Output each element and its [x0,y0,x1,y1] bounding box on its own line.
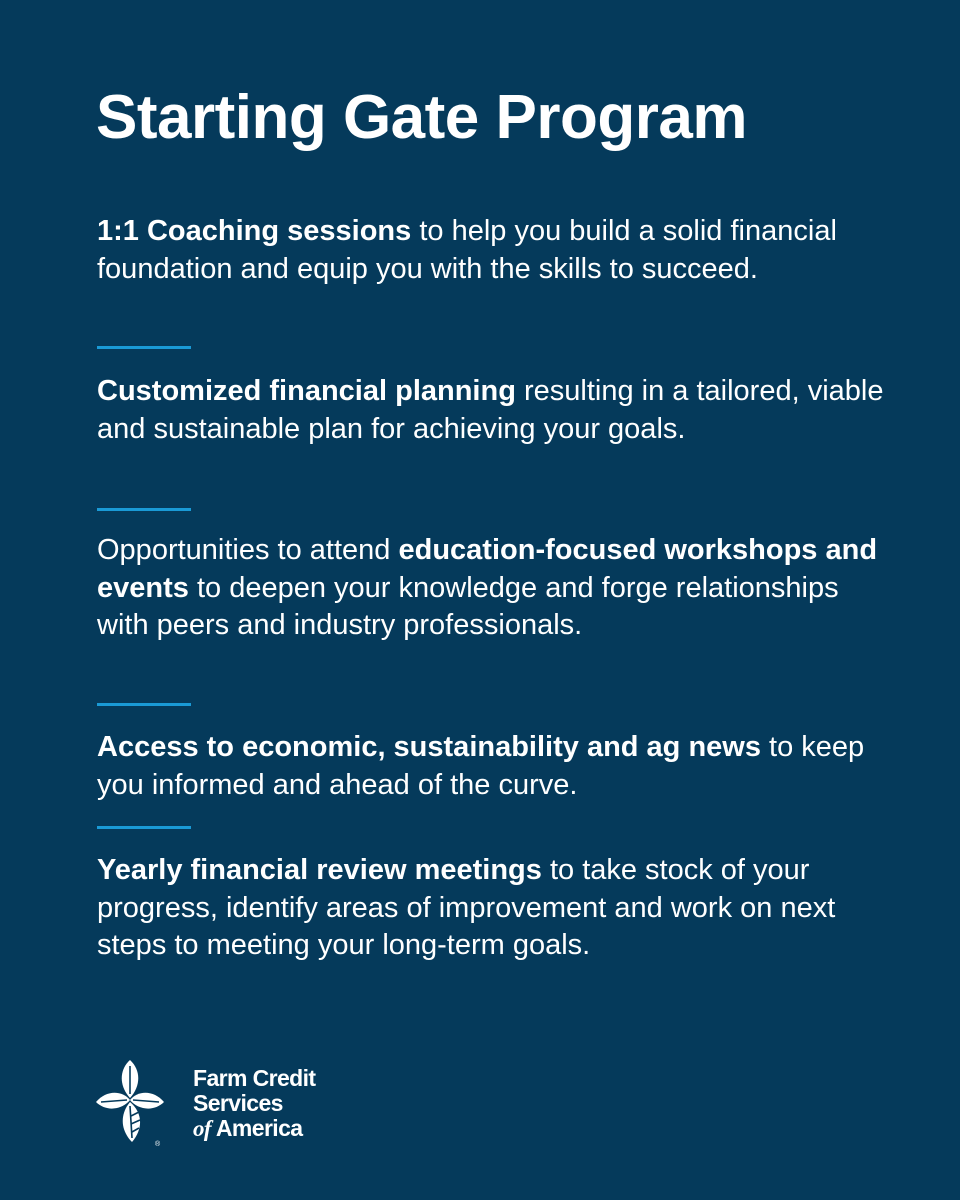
benefit-item-text: to deepen your knowledge and forge relationships with peers and industry professionals. [97,571,839,641]
benefit-item-news [97,729,887,804]
benefit-item-review [97,852,887,965]
divider [97,826,191,829]
benefit-item-bold: Access to economic, sustainability and ag news [97,731,761,763]
leaf-cross-icon [95,1058,165,1148]
divider [97,703,191,706]
logo-of: of [193,1116,211,1141]
company-name [193,1066,315,1141]
benefit-item-coaching [97,213,887,288]
registered-mark: ® [155,1141,161,1148]
divider [97,508,191,511]
benefit-item-bold: education-focused workshops and events [97,534,878,604]
page-title: Starting Gate Program [96,83,747,152]
benefit-item-bold: Customized financial planning [97,375,516,407]
benefit-item-bold: 1:1 Coaching sessions [97,215,412,247]
benefit-item-bold: Yearly financial review meetings [97,854,542,886]
benefit-item-text: to take stock of your progress, identify areas of improvement and work on next steps to meeting your long-term goals. [97,854,836,961]
logo-line-2: Services [193,1090,283,1116]
benefit-item-workshops [97,532,887,645]
logo-america: America [210,1115,303,1141]
logo-line-1: Farm Credit [193,1065,316,1091]
benefit-item-lead: Opportunities to attend [97,534,399,566]
logo-line-3 [193,1116,315,1141]
benefit-item-text: to help you build a solid financial foundation and equip you with the skills to succeed. [97,215,837,285]
benefit-item-text: to keep you informed and ahead of the curve. [97,731,865,801]
company-logo [95,1058,315,1148]
benefit-item-planning [97,373,887,448]
divider [97,346,191,349]
benefit-item-text: resulting in a tailored, viable and sustainable plan for achieving your goals. [97,375,884,445]
